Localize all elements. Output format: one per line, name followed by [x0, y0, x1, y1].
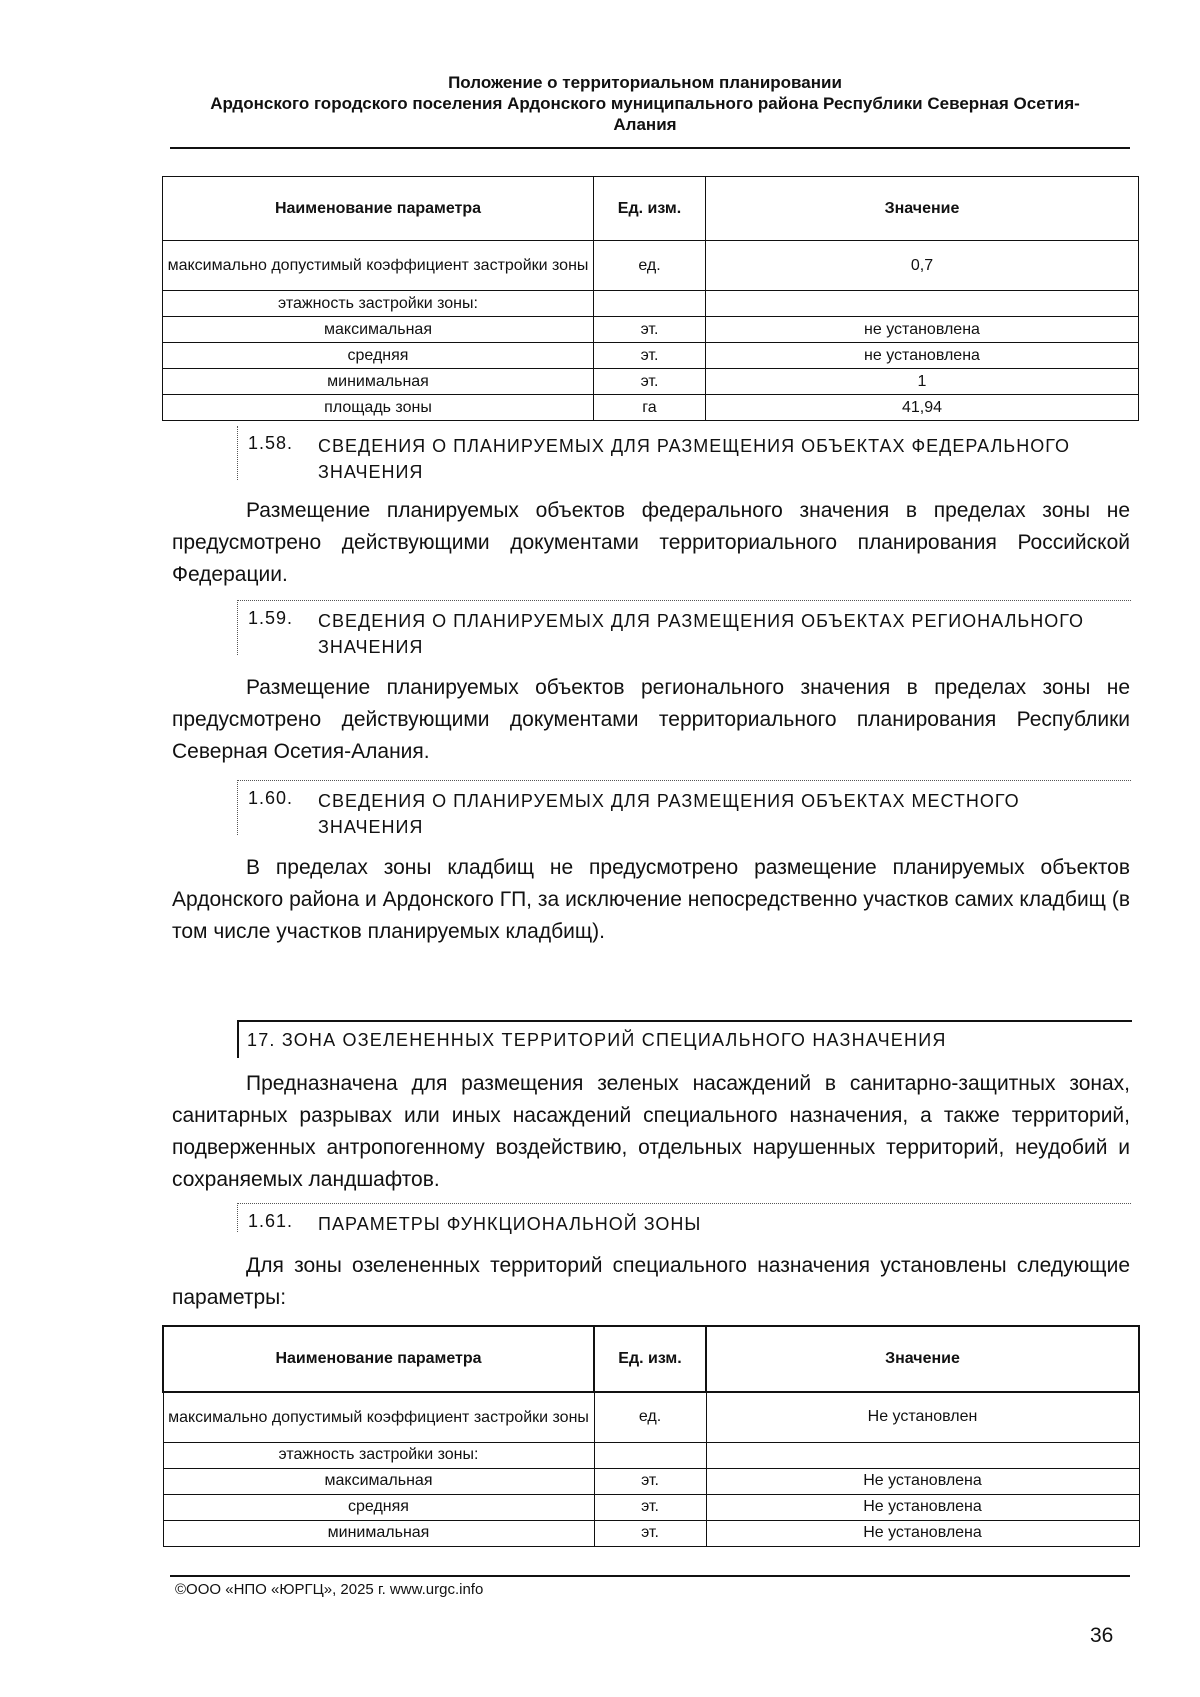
section-number: 1.58.	[248, 433, 294, 453]
param-unit	[594, 1442, 706, 1468]
param-unit: эт.	[594, 1494, 706, 1520]
header-line-1: Положение о территориальном планировании	[448, 73, 842, 92]
param-unit: эт.	[594, 369, 706, 395]
zone-title: 17. ЗОНА ОЗЕЛЕНЕННЫХ ТЕРРИТОРИЙ СПЕЦИАЛЬНОГО НАЗНАЧЕНИЯ	[247, 1030, 947, 1050]
parameters-table-2	[162, 1325, 1140, 1547]
param-name: максимальная	[163, 317, 594, 343]
section-paragraph: Размещение планируемых объектов регионального значения в пределах зоны не предусмотрено действующими документами территориального планирования Республики Северная Осетия-Алания.	[172, 676, 1130, 763]
param-unit: га	[594, 395, 706, 421]
section-title: СВЕДЕНИЯ О ПЛАНИРУЕМЫХ ДЛЯ РАЗМЕЩЕНИЯ ОБЪЕКТАХ ФЕДЕРАЛЬНОГО ЗНАЧЕНИЯ	[318, 436, 1070, 482]
param-value: не установлена	[706, 343, 1139, 369]
param-value: Не установлена	[706, 1494, 1139, 1520]
param-name: минимальная	[163, 1520, 594, 1546]
column-header: Значение	[706, 1326, 1139, 1392]
param-value: 1	[706, 369, 1139, 395]
section-title: ПАРАМЕТРЫ ФУНКЦИОНАЛЬНОЙ ЗОНЫ	[318, 1214, 702, 1234]
page-number: 36	[1090, 1624, 1114, 1647]
table-header-row	[163, 177, 1139, 241]
param-unit: эт.	[594, 343, 706, 369]
param-unit: ед.	[594, 1392, 706, 1442]
param-name: максимально допустимый коэффициент застройки зоны	[163, 241, 594, 291]
param-value: не установлена	[706, 317, 1139, 343]
param-value: 41,94	[706, 395, 1139, 421]
column-header: Наименование параметра	[163, 1326, 594, 1392]
section-paragraph: Размещение планируемых объектов федерального значения в пределах зоны не предусмотрено действующими документами территориального планирования Российской Федерации.	[172, 499, 1130, 586]
header-divider	[170, 147, 1130, 149]
section-number: 1.61.	[248, 1211, 294, 1231]
table-row	[163, 241, 1139, 291]
table-row	[163, 317, 1139, 343]
table-row	[163, 395, 1139, 421]
document-header	[160, 72, 1130, 135]
column-header: Ед. изм.	[594, 1326, 706, 1392]
param-unit	[594, 291, 706, 317]
column-header: Значение	[706, 177, 1139, 241]
param-name: максимальная	[163, 1468, 594, 1494]
param-name: площадь зоны	[163, 395, 594, 421]
param-name: средняя	[163, 343, 594, 369]
section-heading-1-60	[237, 780, 1131, 835]
param-name: этажность застройки зоны:	[163, 291, 594, 317]
section-paragraph: Для зоны озелененных территорий специального назначения установлены следующие параметры:	[172, 1254, 1130, 1309]
table-row	[163, 1392, 1139, 1442]
section-title: СВЕДЕНИЯ О ПЛАНИРУЕМЫХ ДЛЯ РАЗМЕЩЕНИЯ ОБЪЕКТАХ РЕГИОНАЛЬНОГО ЗНАЧЕНИЯ	[318, 611, 1084, 657]
parameters-table-1	[162, 176, 1139, 421]
param-value: Не установлен	[706, 1392, 1139, 1442]
section-heading-1-61	[237, 1203, 1131, 1232]
table-row	[163, 369, 1139, 395]
param-value: Не установлена	[706, 1468, 1139, 1494]
table-header-row	[163, 1326, 1139, 1392]
param-unit: ед.	[594, 241, 706, 291]
header-line-2: Ардонского городского поселения Ардонского муниципального района Республики Северная Осетия-	[210, 94, 1080, 113]
param-name: минимальная	[163, 369, 594, 395]
section-heading-1-58	[237, 426, 1131, 480]
table-row	[163, 1442, 1139, 1468]
table-row	[163, 1520, 1139, 1546]
param-value: 0,7	[706, 241, 1139, 291]
table-row	[163, 1494, 1139, 1520]
column-header: Ед. изм.	[594, 177, 706, 241]
header-line-3: Алания	[613, 115, 677, 134]
param-value	[706, 1442, 1139, 1468]
param-value: Не установлена	[706, 1520, 1139, 1546]
zone-heading	[237, 1020, 1132, 1058]
footer-divider	[170, 1575, 1130, 1577]
table-row	[163, 343, 1139, 369]
column-header: Наименование параметра	[163, 177, 594, 241]
section-heading-1-59	[237, 600, 1131, 655]
param-unit: эт.	[594, 317, 706, 343]
table-row	[163, 291, 1139, 317]
param-name: этажность застройки зоны:	[163, 1442, 594, 1468]
param-unit: эт.	[594, 1468, 706, 1494]
param-name: максимально допустимый коэффициент застройки зоны	[163, 1392, 594, 1442]
section-paragraph: В пределах зоны кладбищ не предусмотрено размещение планируемых объектов Ардонского района и Ардонского ГП, за исключение непосредственно участков самих кладбищ (в том числе участков планируемых кладбищ).	[172, 856, 1130, 943]
section-title: СВЕДЕНИЯ О ПЛАНИРУЕМЫХ ДЛЯ РАЗМЕЩЕНИЯ ОБЪЕКТАХ МЕСТНОГО ЗНАЧЕНИЯ	[318, 791, 1020, 837]
footer-copyright: ©ООО «НПО «ЮРГЦ», 2025 г. www.urgc.info	[175, 1581, 484, 1598]
param-name: средняя	[163, 1494, 594, 1520]
zone-paragraph: Предназначена для размещения зеленых насаждений в санитарно-защитных зонах, санитарных разрывах или иных насаждений специального назначения, а также территорий, подверженных антропогенному воздействию, отдельных нарушенных территорий, неудобий и сохраняемых ландшафтов.	[172, 1072, 1130, 1191]
table-row	[163, 1468, 1139, 1494]
param-unit: эт.	[594, 1520, 706, 1546]
param-value	[706, 291, 1139, 317]
section-number: 1.60.	[248, 788, 294, 808]
section-number: 1.59.	[248, 608, 294, 628]
